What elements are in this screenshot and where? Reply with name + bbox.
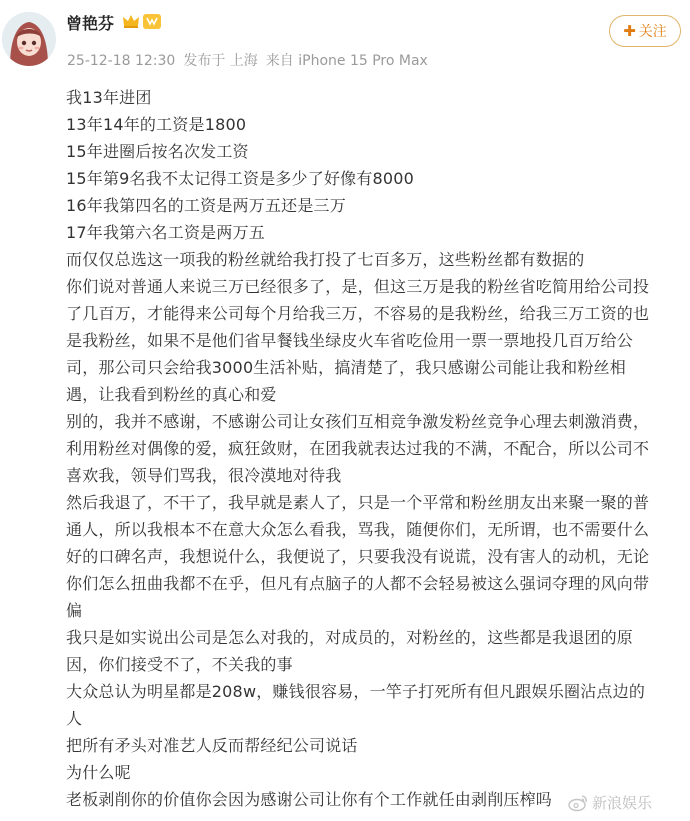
weibo-icon xyxy=(568,794,588,812)
post-line: 15年第9名我不太记得工资是多少了好像有8000 xyxy=(66,169,415,188)
post-location: 发布于 上海 xyxy=(183,53,258,69)
post-header xyxy=(0,0,690,80)
post-line: 利用粉丝对偶像的爱，疯狂敛财，在团我就表达过我的不满，不配合，所以公司不 xyxy=(66,439,650,458)
post-line: 17年我第六名工资是两万五 xyxy=(66,223,265,242)
avatar[interactable] xyxy=(2,12,56,66)
post-line: 把所有矛头对准艺人反而帮经纪公司说话 xyxy=(66,736,358,755)
post-source: 来自 iPhone 15 Pro Max xyxy=(265,53,428,69)
post-line: 是我粉丝，如果不是他们省早餐钱坐绿皮火车省吃俭用一票一票地投几百万给公 xyxy=(66,331,634,350)
post-line: 人 xyxy=(66,709,83,728)
username[interactable]: 曾艳芬 xyxy=(66,14,115,33)
post-time[interactable]: 25-12-18 12:30 xyxy=(67,53,176,69)
post-line: 大众总认为明星都是208w，赚钱很容易，一竿子打死所有但凡跟娱乐圈沾点边的 xyxy=(66,682,646,701)
post-line: 喜欢我，领导们骂我，很冷漠地对待我 xyxy=(66,466,342,485)
post-line: 通人，所以我根本不在意大众怎么看我，骂我，随便你们，无所谓，也不需要什么 xyxy=(66,520,650,539)
post-line: 好的口碑名声，我想说什么，我便说了，只要我没有说谎，没有害人的动机，无论 xyxy=(66,547,650,566)
post-line: 我只是如实说出公司是怎么对我的，对成员的，对粉丝的，这些都是我退团的原 xyxy=(66,628,634,647)
follow-button[interactable] xyxy=(609,15,681,47)
post-line: 为什么呢 xyxy=(66,763,131,782)
post-line: 别的，我并不感谢，不感谢公司让女孩们互相竞争激发粉丝竞争心理去刺激消费， xyxy=(66,412,650,431)
post-line: 偏 xyxy=(66,601,83,620)
post-line: 遇，让我看到粉丝的真心和爱 xyxy=(66,385,277,404)
post-line: 了几百万，才能得来公司每个月给我三万，不容易的是我粉丝，给我三万工资的也 xyxy=(66,304,650,323)
post-line: 16年我第四名的工资是两万五还是三万 xyxy=(66,196,346,215)
avatar-illustration xyxy=(2,12,56,66)
member-icon xyxy=(143,14,161,29)
post-line: 你们说对普通人来说三万已经很多了，是，但这三万是我的粉丝省吃简用给公司投 xyxy=(66,277,650,296)
vip-badge[interactable] xyxy=(122,13,161,29)
post-line: 老板剥削你的价值你会因为感谢公司让你有个工作就任由剥削压榨吗 xyxy=(66,790,553,809)
post-line: 因，你们接受不了，不关我的事 xyxy=(66,655,293,674)
watermark xyxy=(568,792,652,813)
post-line: 然后我退了，不干了，我早就是素人了，只是一个平常和粉丝朋友出来聚一聚的普 xyxy=(66,493,650,512)
post-line: 我13年进团 xyxy=(66,88,152,107)
post-line: 而仅仅总选这一项我的粉丝就给我打投了七百多万，这些粉丝都有数据的 xyxy=(66,250,585,269)
post-line: 你们怎么扭曲我都不在乎，但凡有点脑子的人都不会轻易被这么强词夺理的风向带 xyxy=(66,574,650,593)
plus-icon: ✚ xyxy=(623,22,636,40)
post-line: 15年进圈后按名次发工资 xyxy=(66,142,249,161)
post-line: 13年14年的工资是1800 xyxy=(66,115,247,134)
post-body xyxy=(66,84,678,813)
follow-label: 关注 xyxy=(638,24,667,40)
watermark-text: 新浪娱乐 xyxy=(592,794,653,812)
post-line: 司，那公司只会给我3000生活补贴，搞清楚了，我只感谢公司能让我和粉丝相 xyxy=(66,358,626,377)
post-meta xyxy=(67,50,428,70)
crown-icon xyxy=(122,13,140,29)
